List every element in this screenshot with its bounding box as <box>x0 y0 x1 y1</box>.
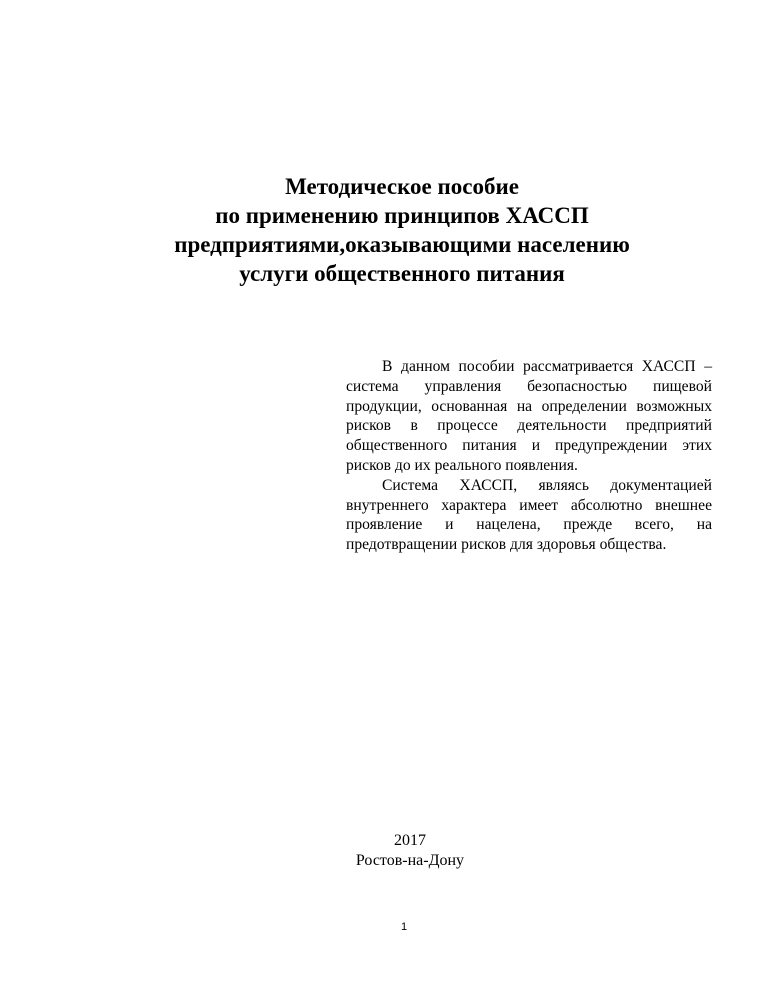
document-title <box>100 172 704 288</box>
title-line-1: Методическое пособие <box>285 174 519 199</box>
abstract <box>346 357 712 555</box>
abstract-paragraph-1: В данном пособии рассматривается ХАССП – система управления безопасностью пищевой продукции, основанная на определении возможных рисков в процессе деятельности предприятий общественного питания и предупреждении этих рисков до их реального появления. <box>346 358 712 474</box>
title-line-2: по применению принципов ХАССП <box>215 203 589 228</box>
publication-year: 2017 <box>394 832 426 849</box>
publication-city: Ростов-на-Дону <box>355 852 465 869</box>
title-line-3: предприятиями,оказывающими населению <box>174 232 630 257</box>
page-number: 1 <box>400 921 408 933</box>
title-line-4: услуги общественного питания <box>239 261 565 286</box>
abstract-paragraph-2: Система ХАССП, являясь документацией внутреннего характера имеет абсолютно внешнее проявление и нацелена, прежде всего, на предотвращении рисков для здоровья общества. <box>346 476 712 554</box>
